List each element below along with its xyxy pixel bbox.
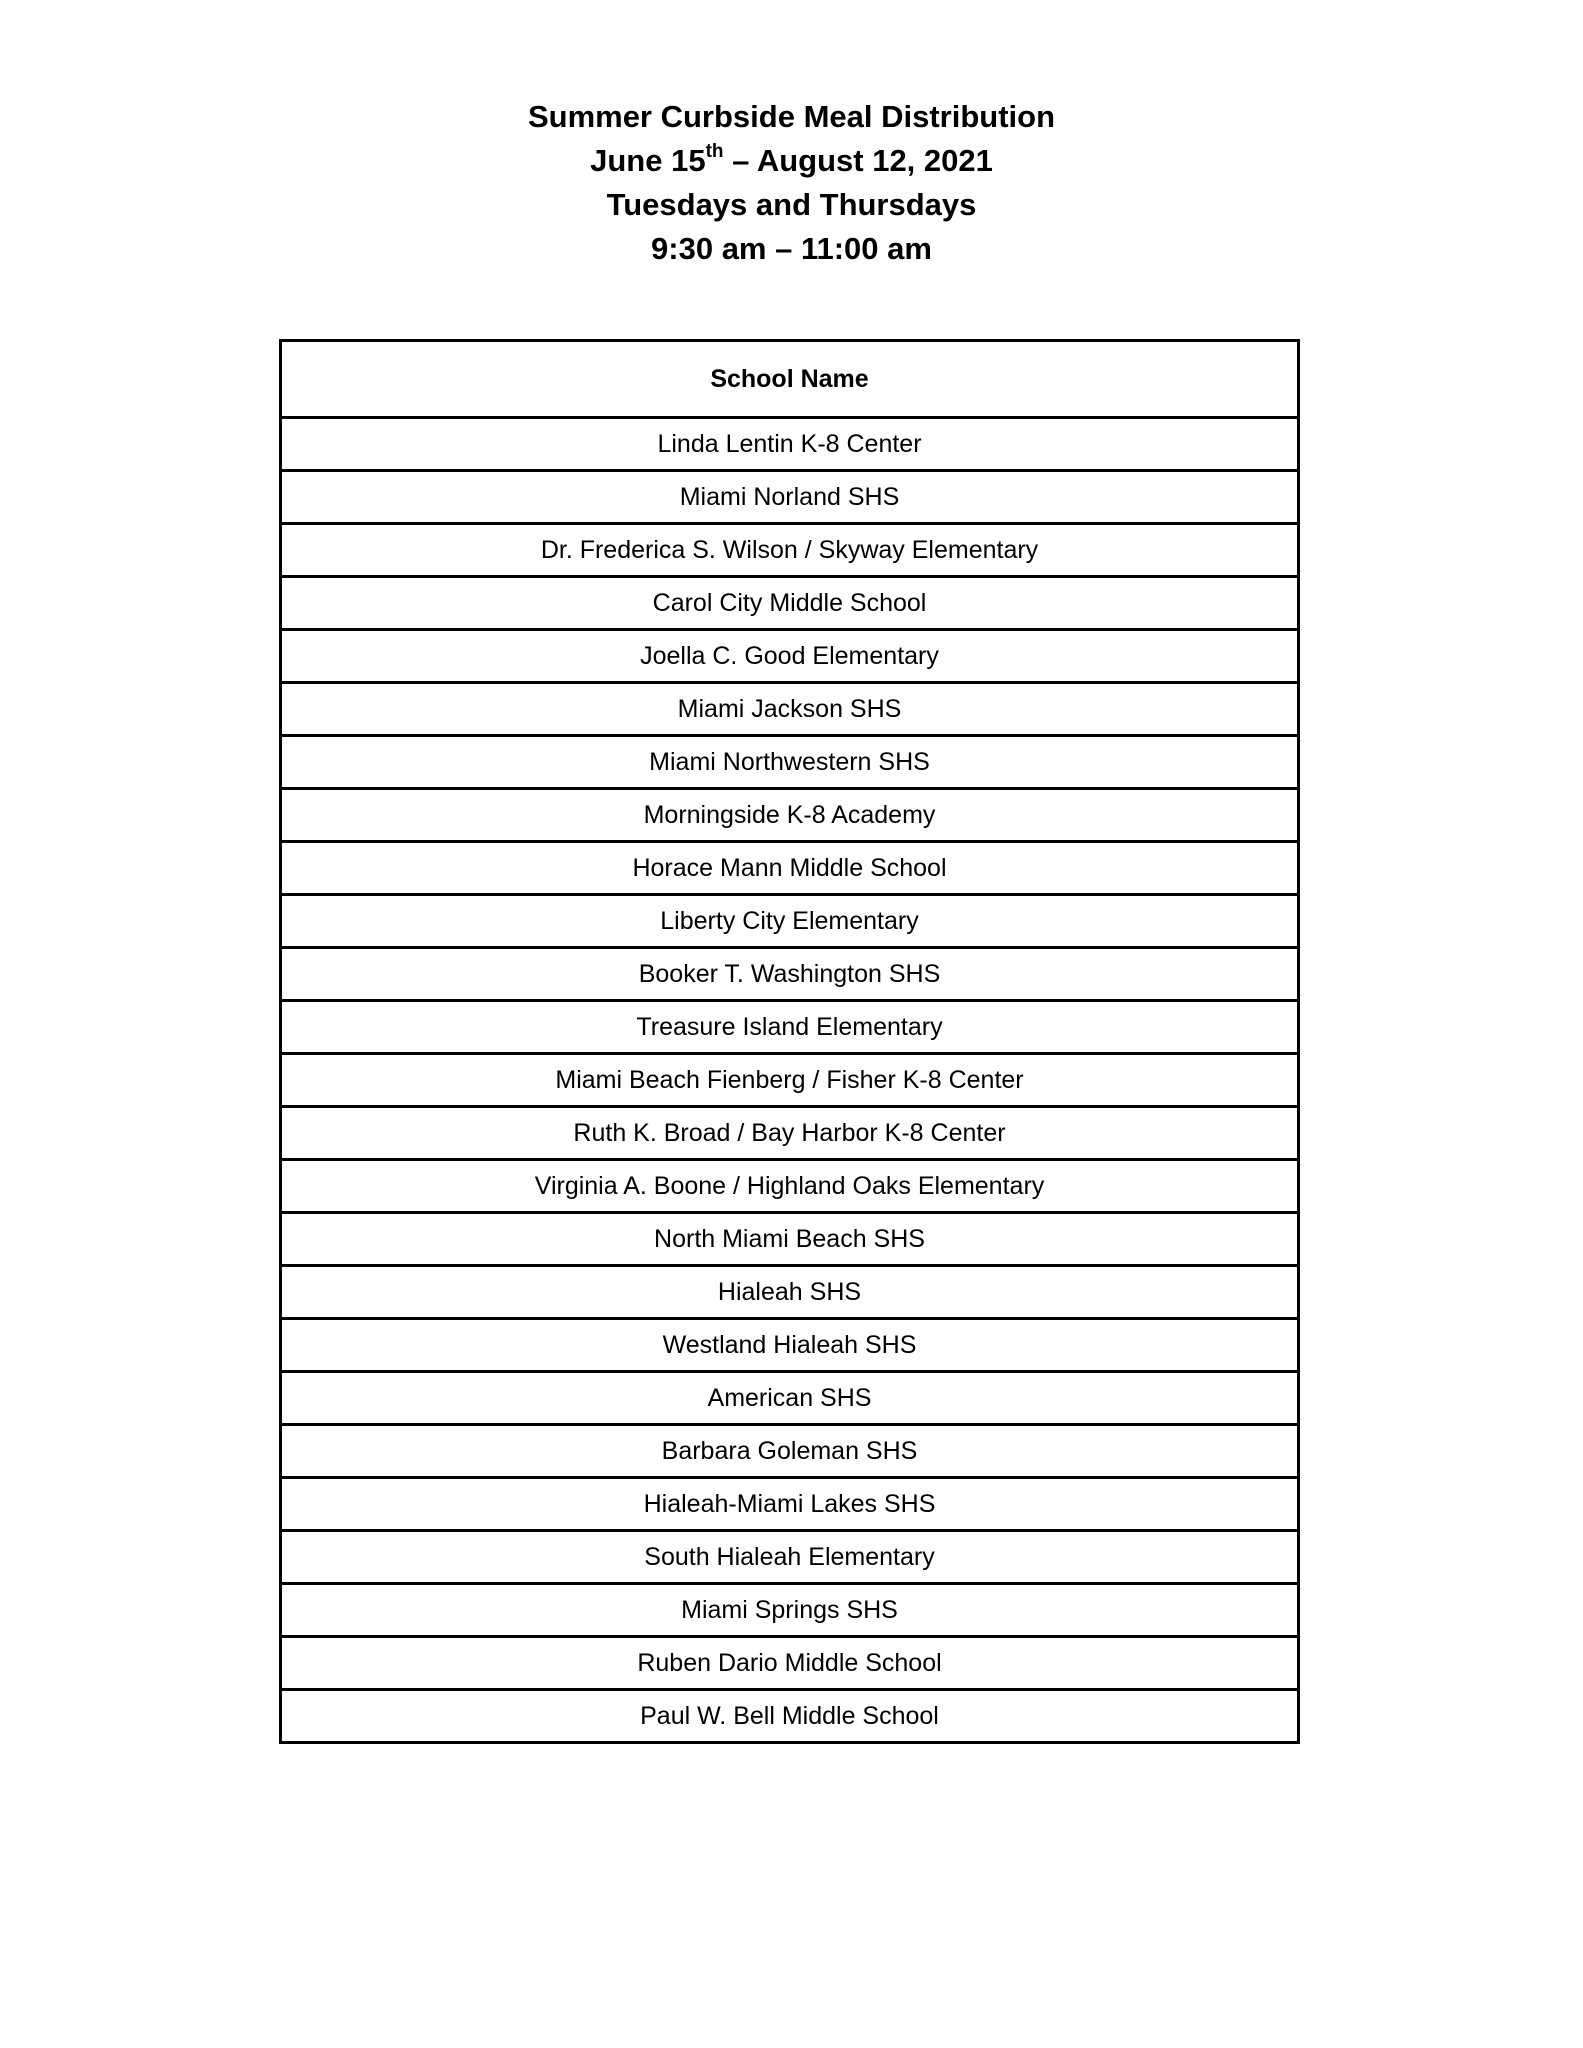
school-name-cell: Carol City Middle School <box>281 577 1299 630</box>
table-row <box>281 842 1299 895</box>
table-row <box>281 1531 1299 1584</box>
school-name-cell: Westland Hialeah SHS <box>281 1319 1299 1372</box>
table-row <box>281 524 1299 577</box>
school-name-cell: North Miami Beach SHS <box>281 1213 1299 1266</box>
table-row <box>281 736 1299 789</box>
school-name-cell: Liberty City Elementary <box>281 895 1299 948</box>
school-name-cell: Dr. Frederica S. Wilson / Skyway Elementary <box>281 524 1299 577</box>
table-row <box>281 1054 1299 1107</box>
school-name-cell: Miami Northwestern SHS <box>281 736 1299 789</box>
date-end: – August 12, 2021 <box>723 143 993 178</box>
school-name-cell: Barbara Goleman SHS <box>281 1425 1299 1478</box>
table-row <box>281 1637 1299 1690</box>
school-name-cell: Treasure Island Elementary <box>281 1001 1299 1054</box>
document-header <box>0 95 1583 271</box>
distribution-hours: 9:30 am – 11:00 am <box>651 231 932 266</box>
table-row <box>281 1425 1299 1478</box>
table-row <box>281 1213 1299 1266</box>
table-row <box>281 418 1299 471</box>
column-header-school-name: School Name <box>281 341 1299 418</box>
table-row <box>281 1478 1299 1531</box>
table-row <box>281 1372 1299 1425</box>
school-name-cell: Hialeah-Miami Lakes SHS <box>281 1478 1299 1531</box>
table-row <box>281 683 1299 736</box>
distribution-days: Tuesdays and Thursdays <box>606 187 977 222</box>
school-name-cell: Joella C. Good Elementary <box>281 630 1299 683</box>
table-header-row <box>281 341 1299 418</box>
table-row <box>281 1107 1299 1160</box>
school-name-cell: Miami Norland SHS <box>281 471 1299 524</box>
school-name-cell: American SHS <box>281 1372 1299 1425</box>
school-table-container <box>279 339 1300 1744</box>
date-start: June 15 <box>590 143 706 178</box>
school-name-cell: Virginia A. Boone / Highland Oaks Elementary <box>281 1160 1299 1213</box>
table-row <box>281 630 1299 683</box>
table-body <box>281 418 1299 1743</box>
school-name-cell: Miami Jackson SHS <box>281 683 1299 736</box>
table-row <box>281 471 1299 524</box>
date-ordinal-suffix: th <box>705 140 724 162</box>
table-row <box>281 1001 1299 1054</box>
school-name-cell: Ruben Dario Middle School <box>281 1637 1299 1690</box>
table-row <box>281 1690 1299 1743</box>
school-name-cell: Hialeah SHS <box>281 1266 1299 1319</box>
table-row <box>281 948 1299 1001</box>
school-table <box>279 339 1300 1744</box>
school-name-cell: Ruth K. Broad / Bay Harbor K-8 Center <box>281 1107 1299 1160</box>
date-range <box>0 139 1583 183</box>
table-row <box>281 895 1299 948</box>
table-row <box>281 1584 1299 1637</box>
school-name-cell: Morningside K-8 Academy <box>281 789 1299 842</box>
table-row <box>281 1319 1299 1372</box>
school-name-cell: Booker T. Washington SHS <box>281 948 1299 1001</box>
table-row <box>281 577 1299 630</box>
document-title: Summer Curbside Meal Distribution <box>527 99 1056 134</box>
school-name-cell: Paul W. Bell Middle School <box>281 1690 1299 1743</box>
school-name-cell: Miami Beach Fienberg / Fisher K-8 Center <box>281 1054 1299 1107</box>
table-row <box>281 1266 1299 1319</box>
school-name-cell: Miami Springs SHS <box>281 1584 1299 1637</box>
school-name-cell: Horace Mann Middle School <box>281 842 1299 895</box>
table-row <box>281 789 1299 842</box>
school-name-cell: Linda Lentin K-8 Center <box>281 418 1299 471</box>
school-name-cell: South Hialeah Elementary <box>281 1531 1299 1584</box>
table-row <box>281 1160 1299 1213</box>
